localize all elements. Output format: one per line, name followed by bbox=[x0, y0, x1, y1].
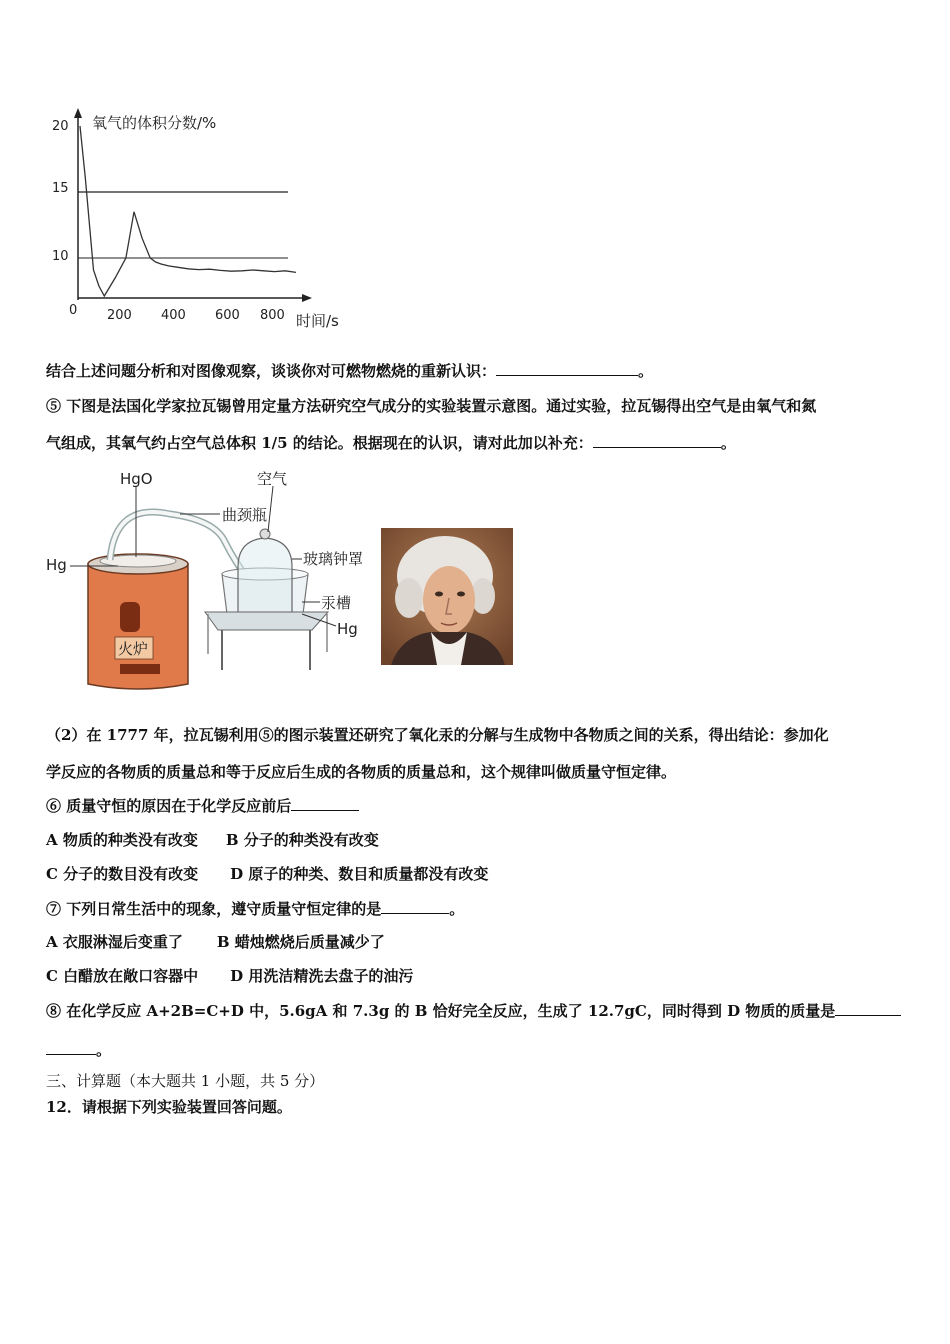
lavoisier-apparatus bbox=[40, 462, 380, 702]
label-hg-left: Hg bbox=[46, 556, 67, 574]
x-tick-600: 600 bbox=[215, 308, 240, 323]
line1-text: 结合上述问题分析和对图像观察，谈谈你对可燃物燃烧的重新认识： bbox=[46, 362, 497, 380]
text-line-5: 学反应的各物质的质量总和等于反应后生成的各物质的质量总和，这个规律叫做质量守恒定律。 bbox=[46, 763, 677, 781]
q8-text: ⑧ 在化学反应 A+2B=C+D 中，5.6gA 和 7.3g 的 B 恰好完全反应，生成了 12.7gC，同时得到 D 物质的质量是 bbox=[46, 1002, 836, 1020]
q7-option-d[interactable]: D 用洗洁精洗去盘子的油污 bbox=[230, 967, 414, 985]
q6-text: ⑥ 质量守恒的原因在于化学反应前后 bbox=[46, 797, 292, 815]
lavoisier-portrait bbox=[381, 528, 513, 665]
q7-option-a[interactable]: A 衣服淋湿后变重了 bbox=[46, 933, 183, 951]
q7-text: ⑦ 下列日常生活中的现象，遵守质量守恒定律的是 bbox=[46, 900, 382, 918]
q6-options-ab bbox=[46, 830, 379, 850]
label-hgo: HgO bbox=[120, 470, 153, 488]
label-trough: 汞槽 bbox=[321, 594, 352, 612]
answer-blank-q6[interactable] bbox=[291, 796, 359, 811]
text-line-1 bbox=[46, 361, 653, 381]
question-6 bbox=[46, 796, 359, 816]
bell-jar bbox=[238, 538, 292, 612]
y-tick-20: 20 bbox=[52, 119, 69, 134]
leader-air bbox=[268, 486, 273, 532]
line3-end: 。 bbox=[720, 434, 736, 452]
oxygen-series-line bbox=[80, 126, 296, 296]
table-top bbox=[205, 612, 328, 630]
answer-blank-q7[interactable] bbox=[381, 899, 449, 914]
q7-options-ab bbox=[46, 932, 385, 952]
q6-option-c[interactable]: C 分子的数目没有改变 bbox=[46, 865, 199, 883]
x-tick-800: 800 bbox=[260, 308, 285, 323]
furnace-label: 火炉 bbox=[118, 640, 149, 658]
x-tick-400: 400 bbox=[161, 308, 186, 323]
q6-option-d[interactable]: D 原子的种类、数目和质量都没有改变 bbox=[230, 865, 489, 883]
x-axis-arrow bbox=[302, 294, 312, 302]
question-12: 12．请根据下列实验装置回答问题。 bbox=[46, 1098, 292, 1116]
label-air: 空气 bbox=[257, 470, 288, 488]
line1-end: 。 bbox=[638, 362, 654, 380]
q6-options-cd bbox=[46, 864, 488, 884]
answer-blank-2[interactable] bbox=[593, 433, 721, 448]
text-line-4: （2）在 1777 年，拉瓦锡利用⑤的图示装置还研究了氧化汞的分解与生成物中各物质之间的关系，得出结论：参加化 bbox=[46, 726, 829, 744]
label-flask: 曲颈瓶 bbox=[222, 506, 268, 524]
x-axis-label: 时间/s bbox=[296, 312, 339, 330]
furnace-window bbox=[120, 602, 140, 632]
label-hg-right: Hg bbox=[337, 620, 358, 638]
line3-text: 气组成，其氧气约占空气总体积 1/5 的结论。根据现在的认识，请对此加以补充： bbox=[46, 434, 593, 452]
y-axis-arrow bbox=[74, 108, 82, 118]
answer-blank-q8a[interactable] bbox=[835, 1001, 901, 1016]
text-line-3 bbox=[46, 433, 736, 453]
x-tick-200: 200 bbox=[107, 308, 132, 323]
q7-end: 。 bbox=[449, 900, 465, 918]
answer-blank-1[interactable] bbox=[496, 361, 638, 376]
q8-end: 。 bbox=[96, 1041, 112, 1059]
x-tick-0: 0 bbox=[69, 303, 78, 318]
furnace-opening bbox=[120, 664, 160, 674]
label-bell-jar: 玻璃钟罩 bbox=[303, 550, 364, 568]
q6-option-a[interactable]: A 物质的种类没有改变 bbox=[46, 831, 198, 849]
question-8 bbox=[46, 1001, 901, 1021]
answer-blank-q8b[interactable] bbox=[46, 1040, 96, 1055]
q7-options-cd bbox=[46, 966, 413, 986]
q7-option-c[interactable]: C 白醋放在敞口容器中 bbox=[46, 967, 199, 985]
question-8-continued bbox=[46, 1040, 111, 1060]
y-tick-10: 10 bbox=[52, 249, 69, 264]
question-7 bbox=[46, 899, 464, 919]
q7-option-b[interactable]: B 蜡烛燃烧后质量减少了 bbox=[216, 933, 385, 951]
section-3-heading: 三、计算题（本大题共 1 小题，共 5 分） bbox=[46, 1072, 325, 1090]
y-tick-15: 15 bbox=[52, 181, 69, 196]
q6-option-b[interactable]: B 分子的种类没有改变 bbox=[225, 831, 379, 849]
y-axis-label: 氧气的体积分数/% bbox=[92, 114, 217, 132]
oxygen-chart bbox=[40, 100, 360, 340]
text-line-2: ⑤ 下图是法国化学家拉瓦锡曾用定量方法研究空气成分的实验装置示意图。通过实验，拉瓦锡得出空气是由氧气和氮 bbox=[46, 397, 817, 415]
